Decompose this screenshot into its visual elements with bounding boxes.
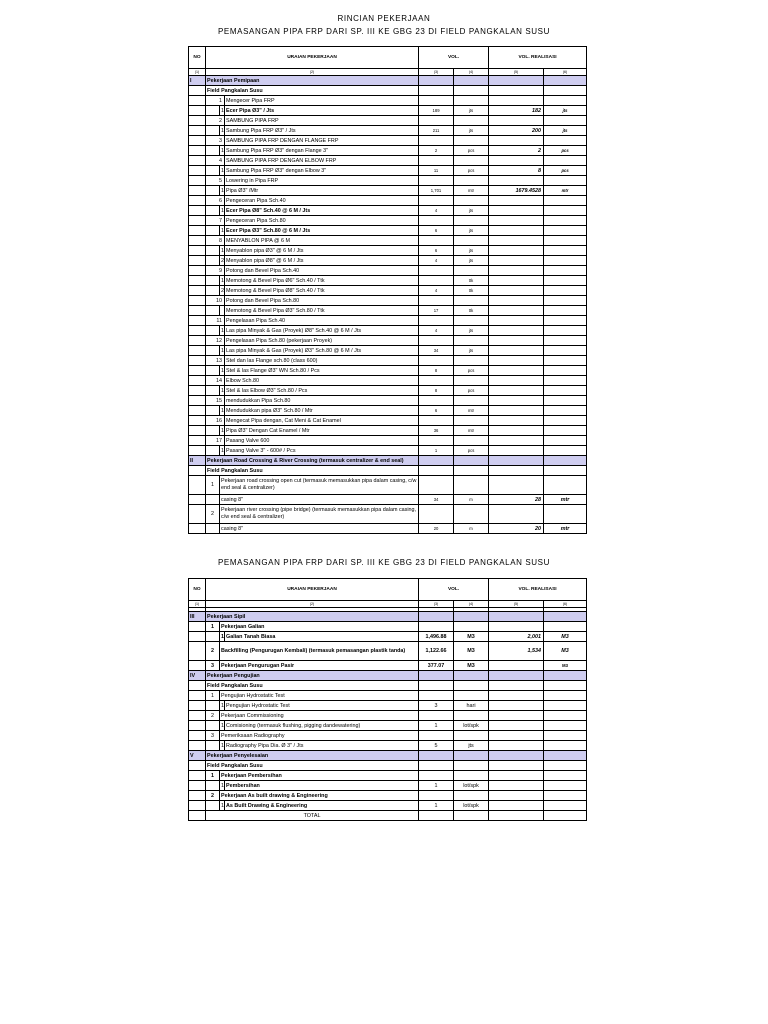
work-table-1 xyxy=(188,46,587,534)
vol-value: 4 xyxy=(419,256,454,266)
vol-value: 6 xyxy=(419,226,454,236)
realisasi-unit: mtr xyxy=(544,495,587,505)
sub-number: 1 xyxy=(221,802,224,809)
vol-unit: M3 xyxy=(454,642,489,661)
vol-value: 20 xyxy=(419,524,454,534)
item-number: 3 xyxy=(206,136,225,146)
item-label: Las pipa Minyak & Gas (Proyek) Ø3" Sch.80 @ 6 M / Jts xyxy=(225,346,419,356)
item-label: Sambung Pipa FRP Ø3" dengan Elbow 3" xyxy=(225,166,419,176)
sub-number: 1 xyxy=(221,187,224,194)
item-label: Elbow Sch.80 xyxy=(225,376,419,386)
vol-value: 6 xyxy=(419,246,454,256)
vol-value: 1,496.88 xyxy=(419,632,454,642)
header-vol: VOL. xyxy=(419,47,489,69)
header-vol-realisasi: VOL. REALISASI xyxy=(489,579,587,601)
sub-number: 1 xyxy=(221,633,224,640)
vol-value: 34 xyxy=(419,346,454,356)
table-row xyxy=(189,336,587,346)
vol-value: 34 xyxy=(419,495,454,505)
realisasi-value xyxy=(489,426,544,436)
item-number: 14 xyxy=(206,376,225,386)
realisasi-unit xyxy=(544,406,587,416)
item-label: Pekerjaan Pembersihan xyxy=(220,771,419,781)
col-number: (6) xyxy=(544,69,587,76)
realisasi-value: 200 xyxy=(489,126,544,136)
vol-unit: ttk xyxy=(454,306,489,316)
realisasi-unit: M3 xyxy=(544,661,587,671)
section-title: Pekerjaan Pengujian xyxy=(206,671,419,681)
vol-unit: lot/spk xyxy=(454,781,489,791)
col-number: (4) xyxy=(454,69,489,76)
vol-value: 211 xyxy=(419,126,454,136)
item-label: Potong dan Bevel Pipa Sch.40 xyxy=(225,266,419,276)
item-number: 16 xyxy=(206,416,225,426)
item-label: Backfilling (Pengurugan Kembali) (termasuk pemasangan plastik tanda) xyxy=(220,642,419,661)
item-label: Lowering in Pipa FRP xyxy=(225,176,419,186)
item-label: Pasang Valve 600 xyxy=(225,436,419,446)
vol-unit: jts xyxy=(454,256,489,266)
field-label: Field Pangkalan Susu xyxy=(206,681,419,691)
realisasi-unit xyxy=(544,256,587,266)
vol-unit: mtr xyxy=(454,186,489,196)
item-label: SAMBUNG PIPA FRP DENGAN ELBOW FRP xyxy=(225,156,419,166)
doc-subtitle-2: PEMASANGAN PIPA FRP DARI SP. III KE GBG 23 DI FIELD PANGKALAN SUSU xyxy=(218,558,550,567)
sub-number: 1 xyxy=(221,147,224,154)
realisasi-unit: mtr xyxy=(544,524,587,534)
col-number: (5) xyxy=(489,601,544,608)
realisasi-value xyxy=(489,386,544,396)
realisasi-unit xyxy=(544,386,587,396)
item-label: Memotong & Bevel Pipa Ø6" Sch.40 / Ttk xyxy=(225,276,419,286)
realisasi-unit: mtr xyxy=(544,186,587,196)
col-number: (2) xyxy=(206,601,419,608)
sub-number: 1 xyxy=(221,387,224,394)
table-row xyxy=(189,166,587,176)
header-uraian: URAIAN PEKERJAAN xyxy=(206,47,419,69)
realisasi-value xyxy=(489,661,544,671)
realisasi-value xyxy=(489,346,544,356)
table-row xyxy=(189,206,587,216)
item-label: Menyablon pipa Ø8" @ 6 M / Jts xyxy=(225,256,419,266)
item-label: Pekerjaan road crossing open cut (termasuk memasukkan pipa dalam casing, c/w end seal & centralizer) xyxy=(220,476,419,495)
col-number: (2) xyxy=(206,69,419,76)
item-label: Pengelasan Pipa Sch.80 (pekerjaan Proyek) xyxy=(225,336,419,346)
realisasi-value xyxy=(489,276,544,286)
item-number: 13 xyxy=(206,356,225,366)
vol-unit: mtr xyxy=(454,426,489,436)
vol-value: 1,701 xyxy=(419,186,454,196)
item-number: 7 xyxy=(206,216,225,226)
vol-unit: pcs xyxy=(454,166,489,176)
vol-unit: pcs xyxy=(454,146,489,156)
item-number: 10 xyxy=(206,296,225,306)
item-label: Radiography Pipa Dia. Ø 3" / Jts xyxy=(225,741,419,751)
item-label: Mengecer Pipa FRP xyxy=(225,96,419,106)
vol-unit: lot/spk xyxy=(454,721,489,731)
realisasi-unit: M3 xyxy=(544,632,587,642)
realisasi-unit xyxy=(544,366,587,376)
realisasi-unit: M3 xyxy=(544,642,587,661)
realisasi-unit xyxy=(544,426,587,436)
item-label: Pipa Ø3" /Mtr xyxy=(225,186,419,196)
field-label: Field Pangkalan Susu xyxy=(206,761,419,771)
table-row xyxy=(189,186,587,196)
vol-unit: M3 xyxy=(454,661,489,671)
item-label: Pasang Valve 3" - 600# / Pcs xyxy=(225,446,419,456)
sub-number: 1 xyxy=(221,127,224,134)
item-number: 4 xyxy=(206,156,225,166)
item-label: Ecer Pipa Ø3" / Jts xyxy=(225,106,419,116)
item-number: 1 xyxy=(206,96,225,106)
item-number: 9 xyxy=(206,266,225,276)
item-label: Sambung Pipa FRP Ø3" dengan Flange 3" xyxy=(225,146,419,156)
realisasi-value xyxy=(489,306,544,316)
vol-unit: jts xyxy=(454,106,489,116)
table-row xyxy=(189,296,587,306)
table-row xyxy=(189,266,587,276)
table-row xyxy=(189,416,587,426)
realisasi-unit xyxy=(544,306,587,316)
item-label: Pemeriksaan Radiography xyxy=(220,731,419,741)
realisasi-value: 8 xyxy=(489,166,544,176)
item-number: 2 xyxy=(206,711,220,721)
item-number: 2 xyxy=(206,791,220,801)
realisasi-value xyxy=(489,286,544,296)
item-label: Stel & las Elbow Ø3" Sch.80 / Pcs xyxy=(225,386,419,396)
sub-number: 1 xyxy=(221,227,224,234)
header-vol: VOL. xyxy=(419,579,489,601)
item-label: Potong dan Bevel Pipa Sch.80 xyxy=(225,296,419,306)
realisasi-unit: jts xyxy=(544,106,587,116)
realisasi-value xyxy=(489,446,544,456)
item-label: Mengecat Pipa dengan, Cat Meni & Cat Enamel xyxy=(225,416,419,426)
realisasi-unit xyxy=(544,326,587,336)
realisasi-value xyxy=(489,406,544,416)
realisasi-unit xyxy=(544,286,587,296)
table-row xyxy=(189,226,587,236)
table-row xyxy=(189,396,587,406)
table-row xyxy=(189,156,587,166)
item-label: Sambung Pipa FRP Ø3" / Jts xyxy=(225,126,419,136)
vol-unit: jts xyxy=(454,246,489,256)
realisasi-value: 2,001 xyxy=(489,632,544,642)
sub-number: 1 xyxy=(221,447,224,454)
realisasi-unit: jts xyxy=(544,126,587,136)
section-title: Pekerjaan Road Crossing & River Crossing (termasuk centralizer & end seal) xyxy=(206,456,419,466)
sub-number: 2 xyxy=(221,257,224,264)
item-number: 2 xyxy=(206,505,220,524)
vol-unit: m xyxy=(454,524,489,534)
vol-value: 8 xyxy=(419,386,454,396)
realisasi-unit xyxy=(544,226,587,236)
item-number: 6 xyxy=(206,196,225,206)
vol-unit: jts xyxy=(454,346,489,356)
vol-value: 1,122.66 xyxy=(419,642,454,661)
table-row xyxy=(189,306,587,316)
section-no: I xyxy=(189,76,206,86)
item-number: 11 xyxy=(206,316,225,326)
vol-value: 36 xyxy=(419,426,454,436)
item-label: SAMBUNG PIPA FRP xyxy=(225,116,419,126)
table-row xyxy=(189,96,587,106)
item-label: Stel dan las Flange sch.80 (class 600) xyxy=(225,356,419,366)
realisasi-value: 2 xyxy=(489,146,544,156)
item-label: Galian Tanah Biasa xyxy=(225,632,419,642)
item-label: Ecer Pipa Ø8" Sch.40 @ 6 M / Jts xyxy=(225,206,419,216)
vol-unit: pcs xyxy=(454,446,489,456)
sub-number: 1 xyxy=(221,107,224,114)
vol-unit: pcs xyxy=(454,366,489,376)
realisasi-unit xyxy=(544,276,587,286)
realisasi-value: 20 xyxy=(489,524,544,534)
item-label: Stel & las Flange Ø3" WN Sch.80 / Pcs xyxy=(225,366,419,376)
vol-value: 11 xyxy=(419,166,454,176)
vol-value: 17 xyxy=(419,306,454,316)
item-label: casing 8" xyxy=(220,524,419,534)
realisasi-unit: pcs xyxy=(544,166,587,176)
table-row xyxy=(189,356,587,366)
sub-number: 2 xyxy=(221,287,224,294)
sub-number: 1 xyxy=(221,722,224,729)
table-row xyxy=(189,246,587,256)
realisasi-value: 1,534 xyxy=(489,642,544,661)
item-label: Comisioning (termasuk flushing, pigging dandewatering) xyxy=(225,721,419,731)
doc-subtitle: PEMASANGAN PIPA FRP DARI SP. III KE GBG 23 DI FIELD PANGKALAN SUSU xyxy=(218,27,550,36)
item-label: Memotong & Bevel Pipa Ø3" Sch.80 / Ttk xyxy=(225,306,419,316)
col-number: (3) xyxy=(419,69,454,76)
header-no: NO xyxy=(189,47,206,69)
vol-value: 189 xyxy=(419,106,454,116)
total-label: TOTAL xyxy=(206,811,419,821)
item-label: Pembersihan xyxy=(225,781,419,791)
table-row xyxy=(189,196,587,206)
col-number: (3) xyxy=(419,601,454,608)
realisasi-value: 28 xyxy=(489,495,544,505)
sub-number: 1 xyxy=(221,427,224,434)
item-label: Pipa Ø3" Dengan Cat Enamel / Mtr xyxy=(225,426,419,436)
table-row xyxy=(189,286,587,296)
header-vol-realisasi: VOL. REALISASI xyxy=(489,47,587,69)
section-title: Pekerjaan Pemipaan xyxy=(206,76,419,86)
table-row xyxy=(189,216,587,226)
sub-number: 1 xyxy=(221,207,224,214)
table-row xyxy=(189,106,587,116)
table-row xyxy=(189,316,587,326)
realisasi-value xyxy=(489,206,544,216)
sub-number: 1 xyxy=(221,702,224,709)
realisasi-unit xyxy=(544,246,587,256)
vol-value: 6 xyxy=(419,406,454,416)
realisasi-unit xyxy=(544,346,587,356)
item-number: 1 xyxy=(206,771,220,781)
vol-value: 4 xyxy=(419,326,454,336)
table-row xyxy=(189,406,587,416)
item-label: SAMBUNG PIPA FRP DENGAN FLANGE FRP xyxy=(225,136,419,146)
vol-unit: ttk xyxy=(454,276,489,286)
col-number: (1) xyxy=(189,601,206,608)
vol-value: 1 xyxy=(419,801,454,811)
table-row xyxy=(189,366,587,376)
table-row xyxy=(189,236,587,246)
item-number: 12 xyxy=(206,336,225,346)
item-label: Menyablon pipa Ø3" @ 6 M / Jts xyxy=(225,246,419,256)
table-row xyxy=(189,446,587,456)
sub-number: 1 xyxy=(221,742,224,749)
item-label: Mendudukkan pipa Ø3" Sch.80 / Mtr xyxy=(225,406,419,416)
sub-number: 1 xyxy=(221,347,224,354)
table-row xyxy=(189,426,587,436)
realisasi-unit: pcs xyxy=(544,146,587,156)
col-number: (6) xyxy=(544,601,587,608)
item-label: Pekerjaan Commissioning xyxy=(220,711,419,721)
section-no: II xyxy=(189,456,206,466)
vol-value: 5 xyxy=(419,741,454,751)
sub-number: 1 xyxy=(221,407,224,414)
sub-number: 1 xyxy=(221,367,224,374)
header-no: NO xyxy=(189,579,206,601)
item-label: Pekerjaan As built drawing & Engineering xyxy=(220,791,419,801)
vol-value: 4 xyxy=(419,286,454,296)
vol-value: 1 xyxy=(419,721,454,731)
table-row xyxy=(189,386,587,396)
vol-value: 1 xyxy=(419,781,454,791)
vol-unit: jts xyxy=(454,126,489,136)
sub-number: 1 xyxy=(221,327,224,334)
item-number: 8 xyxy=(206,236,225,246)
item-label: casing 8" xyxy=(220,495,419,505)
realisasi-value: 182 xyxy=(489,106,544,116)
section-no: III xyxy=(189,612,206,622)
doc-title: RINCIAN PEKERJAAN xyxy=(337,14,431,23)
item-label: Pengeceran Pipa Sch.40 xyxy=(225,196,419,206)
table-row xyxy=(189,436,587,446)
item-label: Las pipa Minyak & Gas (Proyek) Ø8" Sch.40 @ 6 M / Jts xyxy=(225,326,419,336)
table-row xyxy=(189,376,587,386)
realisasi-value xyxy=(489,226,544,236)
vol-unit: jts xyxy=(454,741,489,751)
item-label: MENYABLON PIPA @ 6 M xyxy=(225,236,419,246)
vol-unit: mtr xyxy=(454,406,489,416)
sub-number: 1 xyxy=(221,782,224,789)
realisasi-value: 1679.4528 xyxy=(489,186,544,196)
col-number: (5) xyxy=(489,69,544,76)
table-row xyxy=(189,126,587,136)
vol-unit: jts xyxy=(454,226,489,236)
item-number: 2 xyxy=(206,642,220,661)
table-row xyxy=(189,276,587,286)
realisasi-value xyxy=(489,246,544,256)
section-no: V xyxy=(189,751,206,761)
item-label: Pengujian Hydrostatic Test xyxy=(220,691,419,701)
vol-unit: m xyxy=(454,495,489,505)
sub-number: 1 xyxy=(221,247,224,254)
item-label: Pekerjaan Galian xyxy=(220,622,419,632)
item-number: 17 xyxy=(206,436,225,446)
sub-number: 1 xyxy=(221,167,224,174)
vol-value: 2 xyxy=(419,146,454,156)
table-row xyxy=(189,146,587,156)
header-uraian: URAIAN PEKERJAAN xyxy=(206,579,419,601)
item-label: Pengelasan Pipa Sch.40 xyxy=(225,316,419,326)
vol-unit: hari xyxy=(454,701,489,711)
vol-unit: jts xyxy=(454,326,489,336)
work-table-2 xyxy=(188,578,587,821)
item-label: Ecer Pipa Ø3" Sch.80 @ 6 M / Jts xyxy=(225,226,419,236)
vol-value: 8 xyxy=(419,366,454,376)
item-label: Pengujian Hydrostatic Test xyxy=(225,701,419,711)
item-number: 1 xyxy=(206,691,220,701)
vol-value: 377.07 xyxy=(419,661,454,671)
vol-unit: M3 xyxy=(454,632,489,642)
vol-value: 1 xyxy=(419,446,454,456)
item-number: 1 xyxy=(206,476,220,495)
section-no: IV xyxy=(189,671,206,681)
table-row xyxy=(189,136,587,146)
realisasi-value xyxy=(489,256,544,266)
field-label: Field Pangkalan Susu xyxy=(206,86,419,96)
item-number: 15 xyxy=(206,396,225,406)
col-number: (4) xyxy=(454,601,489,608)
sub-number: 1 xyxy=(221,277,224,284)
realisasi-unit xyxy=(544,206,587,216)
item-number: 2 xyxy=(206,116,225,126)
vol-value: 3 xyxy=(419,701,454,711)
item-label: As Built Drawing & Engineering xyxy=(225,801,419,811)
section-title: Pekerjaan Sipil xyxy=(206,612,419,622)
vol-unit: ttk xyxy=(454,286,489,296)
item-label: Memotong & Bevel Pipa Ø8" Sch.40 / Ttk xyxy=(225,286,419,296)
section-title: Pekerjaan Penyelesaian xyxy=(206,751,419,761)
table-row xyxy=(189,326,587,336)
table-row xyxy=(189,256,587,266)
vol-unit: jts xyxy=(454,206,489,216)
item-number: 5 xyxy=(206,176,225,186)
item-number: 3 xyxy=(206,661,220,671)
vol-value xyxy=(419,276,454,286)
realisasi-value xyxy=(489,326,544,336)
vol-unit: lot/spk xyxy=(454,801,489,811)
realisasi-value xyxy=(489,366,544,376)
item-number: 1 xyxy=(206,622,220,632)
field-label: Field Pangkalan Susu xyxy=(206,466,419,476)
table-row xyxy=(189,346,587,356)
col-number: (1) xyxy=(189,69,206,76)
table-row xyxy=(189,176,587,186)
item-label: Pengeceran Pipa Sch.80 xyxy=(225,216,419,226)
table-row xyxy=(189,116,587,126)
item-label: mendudukkan Pipa Sch.80 xyxy=(225,396,419,406)
item-label: Pekerjaan Pengurugan Pasir xyxy=(220,661,419,671)
item-number: 3 xyxy=(206,731,220,741)
vol-unit: pcs xyxy=(454,386,489,396)
vol-value: 4 xyxy=(419,206,454,216)
realisasi-unit xyxy=(544,446,587,456)
item-label: Pekerjaan river crossing (pipe bridge) (termasuk memasukkan pipa dalam casing, c/w end seal & centralizer) xyxy=(220,505,419,524)
